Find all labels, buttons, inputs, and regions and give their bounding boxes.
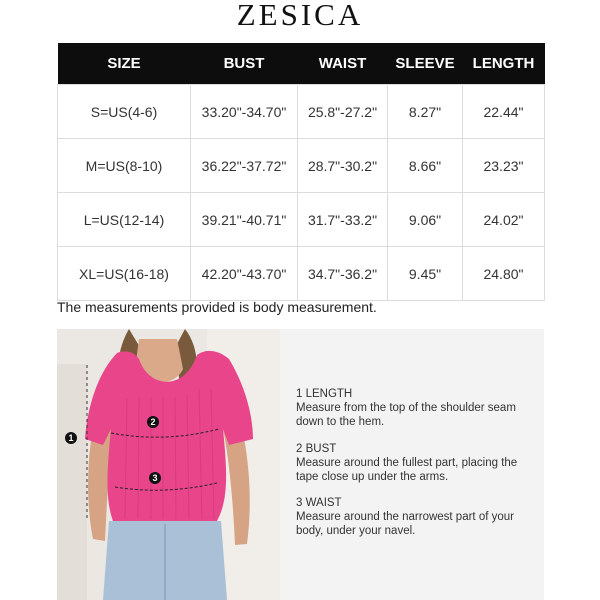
table-row bbox=[58, 193, 545, 247]
cell-length: 22.44" bbox=[463, 85, 545, 139]
cell-size: S=US(4-6) bbox=[58, 85, 191, 139]
model-photo bbox=[57, 329, 280, 600]
guide-waist bbox=[296, 496, 526, 538]
header-length: LENGTH bbox=[463, 43, 545, 85]
marker-bust: 2 bbox=[147, 416, 159, 428]
marker-length: 1 bbox=[65, 432, 77, 444]
guide-bust-desc: Measure around the fullest part, placing the tape close up under the arms. bbox=[296, 457, 518, 483]
cell-length: 24.02" bbox=[463, 193, 545, 247]
guide-length bbox=[296, 387, 526, 429]
cell-sleeve: 9.06" bbox=[388, 193, 463, 247]
guide-bust bbox=[296, 442, 526, 484]
header-size: SIZE bbox=[58, 43, 191, 85]
guide-bust-title: 2 BUST bbox=[296, 443, 337, 455]
table-header-row bbox=[58, 43, 545, 85]
measurement-note: The measurements provided is body measurement. bbox=[57, 299, 377, 315]
cell-size: M=US(8-10) bbox=[58, 139, 191, 193]
cell-bust: 39.21"-40.71" bbox=[191, 193, 298, 247]
cell-sleeve: 8.27" bbox=[388, 85, 463, 139]
guide-length-desc: Measure from the top of the shoulder seam down to the hem. bbox=[296, 402, 516, 428]
cell-size: XL=US(16-18) bbox=[58, 247, 191, 301]
cell-waist: 28.7"-30.2" bbox=[298, 139, 388, 193]
cell-bust: 42.20"-43.70" bbox=[191, 247, 298, 301]
cell-sleeve: 9.45" bbox=[388, 247, 463, 301]
cell-length: 23.23" bbox=[463, 139, 545, 193]
table-row bbox=[58, 139, 545, 193]
cell-size: L=US(12-14) bbox=[58, 193, 191, 247]
header-bust: BUST bbox=[191, 43, 298, 85]
guide-length-title: 1 LENGTH bbox=[296, 388, 353, 400]
cell-bust: 33.20"-34.70" bbox=[191, 85, 298, 139]
table-row bbox=[58, 247, 545, 301]
header-sleeve: SLEEVE bbox=[388, 43, 463, 85]
cell-bust: 36.22"-37.72" bbox=[191, 139, 298, 193]
marker-waist: 3 bbox=[149, 472, 161, 484]
cell-length: 24.80" bbox=[463, 247, 545, 301]
cell-waist: 34.7"-36.2" bbox=[298, 247, 388, 301]
header-waist: WAIST bbox=[298, 43, 388, 85]
cell-waist: 31.7"-33.2" bbox=[298, 193, 388, 247]
cell-sleeve: 8.66" bbox=[388, 139, 463, 193]
measurement-guide bbox=[280, 329, 544, 600]
model-illustration bbox=[57, 329, 280, 600]
guide-waist-desc: Measure around the narrowest part of your body, under your navel. bbox=[296, 511, 514, 537]
cell-waist: 25.8"-27.2" bbox=[298, 85, 388, 139]
table-row bbox=[58, 85, 545, 139]
size-chart-table bbox=[57, 43, 545, 301]
brand-logo: ZESICA bbox=[236, 0, 364, 32]
guide-waist-title: 3 WAIST bbox=[296, 497, 342, 509]
